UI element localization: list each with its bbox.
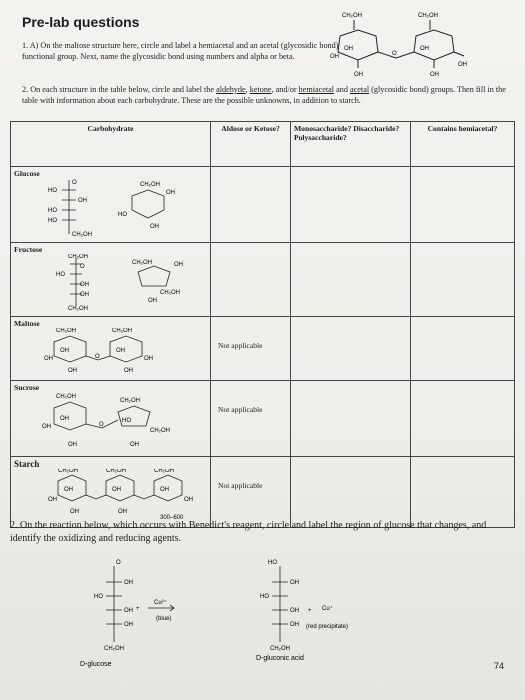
ch2oh-label: CH₂OH <box>56 328 76 334</box>
oh-label: OH <box>148 298 157 304</box>
header-hemiacetal: Contains hemiacetal? <box>411 122 515 167</box>
ch2oh-label: CH₂OH <box>342 13 362 19</box>
oh-label: OH <box>184 497 193 503</box>
ch2oh-label: CH₂OH <box>418 13 438 19</box>
ho-label: HO <box>260 594 269 600</box>
q2-sep: , <box>245 85 250 94</box>
oh-label: OH <box>166 190 175 196</box>
ch2oh-label: CH₂OH <box>56 394 76 400</box>
not-applicable-text: Not applicable <box>218 481 263 490</box>
table-row <box>11 243 515 317</box>
question-1a <box>22 40 352 62</box>
reagent-color-label: (blue) <box>156 616 172 622</box>
hemiacetal-cell[interactable] <box>411 457 515 528</box>
carbohydrate-cell <box>11 243 211 317</box>
precipitate-label: (red precipitate) <box>306 624 349 630</box>
oh-label: OH <box>354 72 363 78</box>
oh-label: OH <box>290 580 299 586</box>
carbohydrate-cell <box>11 167 211 243</box>
repeat-count-label: 300–600 <box>160 515 184 521</box>
ch2oh-label: CH₂OH <box>106 469 126 474</box>
oh-label: OH <box>344 46 353 52</box>
aldose-ketose-cell[interactable] <box>211 381 291 457</box>
oh-label: OH <box>124 580 133 586</box>
aldose-ketose-cell[interactable] <box>211 243 291 317</box>
saccharide-type-cell[interactable] <box>291 457 411 528</box>
aldose-ketose-cell[interactable] <box>211 457 291 528</box>
maltose-structure <box>14 328 204 376</box>
ch2oh-label: CH₂OH <box>104 646 124 652</box>
oh-label: OH <box>80 292 89 298</box>
oh-label: OH <box>68 442 77 448</box>
question-1a-text: 1. A) On the maltose structure here, circle and label a hemiacetal and an acetal (glycosidic bond) functional group. Next, name the glycosidic bond using numbers and alpha or beta. <box>22 41 339 61</box>
not-applicable-text: Not applicable <box>218 341 263 350</box>
q2-sep: and <box>334 85 351 94</box>
sucrose-structure <box>14 392 204 452</box>
header-saccharide-type: Monosaccharide? Disaccharide? Polysaccharide? <box>291 122 411 167</box>
saccharide-type-cell[interactable] <box>291 381 411 457</box>
oh-label: OH <box>130 442 139 448</box>
header-aldose-ketose: Aldose or Ketose? <box>211 122 291 167</box>
not-applicable-text: Not applicable <box>218 405 263 414</box>
maltose-structure-top <box>318 6 518 84</box>
q2-aldehyde: aldehyde <box>216 85 246 94</box>
glucose-structure <box>14 178 204 238</box>
oh-label: OH <box>118 509 127 515</box>
row-label-sucrose: Sucrose <box>14 383 40 392</box>
ho-label: HO <box>56 272 65 278</box>
o-label: O <box>116 560 121 566</box>
q2-ketone: ketone <box>249 85 272 94</box>
page-number: 74 <box>494 661 505 671</box>
oh-label: OH <box>458 62 467 68</box>
ch2oh-label: CH₂OH <box>68 254 88 260</box>
o-label: O <box>392 51 397 57</box>
ho-label: HO <box>48 208 57 214</box>
starch-structure <box>14 469 204 523</box>
header-carbohydrate: Carbohydrate <box>11 122 211 167</box>
ch2oh-label: CH₂OH <box>270 646 290 652</box>
oh-label: OH <box>150 224 159 230</box>
ch2oh-label: CH₂OH <box>112 328 132 334</box>
reactant-name: D-glucose <box>80 661 112 668</box>
row-label-fructose: Fructose <box>14 245 43 254</box>
hemiacetal-cell[interactable] <box>411 167 515 243</box>
table-header-row <box>11 122 515 167</box>
oh-label: OH <box>68 368 77 374</box>
table-row <box>11 457 515 528</box>
oh-label: OH <box>78 198 87 204</box>
ch2oh-label: CH₂OH <box>160 290 180 296</box>
ho-label: HO <box>118 212 127 218</box>
oh-label: OH <box>290 608 299 614</box>
o-label: O <box>80 264 85 270</box>
q2-acetal: acetal <box>350 85 370 94</box>
q2-text: (glycosidic bond) groups. Then fill in the table with information about each carbohydrate. These are the possible unknowns, in addition to starch. <box>22 85 506 105</box>
ho-label: HO <box>268 560 277 566</box>
table-row <box>11 381 515 457</box>
oh-label: OH <box>44 356 53 362</box>
row-label-glucose: Glucose <box>14 169 40 178</box>
q2-hemiacetal: hemiacetal <box>298 85 335 94</box>
carbohydrate-table <box>10 121 515 528</box>
row-label-maltose: Maltose <box>14 319 40 328</box>
oh-label: OH <box>60 348 69 354</box>
product-name: D-gluconic acid <box>256 655 304 662</box>
oh-label: OH <box>430 72 439 78</box>
o-label: O <box>99 422 104 428</box>
oh-label: OH <box>124 622 133 628</box>
ch2oh-label: CH₂OH <box>150 428 170 434</box>
table-row <box>11 167 515 243</box>
carbohydrate-cell <box>11 381 211 457</box>
row-label-starch: Starch <box>14 459 40 469</box>
oh-label: OH <box>330 54 339 60</box>
page-title: Pre-lab questions <box>22 14 140 30</box>
question-2 <box>22 84 512 106</box>
saccharide-type-cell[interactable] <box>291 243 411 317</box>
oh-label: OH <box>42 424 51 430</box>
plus-sign: + <box>308 608 312 614</box>
table-row <box>11 317 515 381</box>
q2-text: 2. On each structure in the table below, circle and label the <box>22 85 217 94</box>
ch2oh-label: CH₂OH <box>68 306 88 312</box>
oh-label: OH <box>420 46 429 52</box>
hemiacetal-cell[interactable] <box>411 381 515 457</box>
oh-label: OH <box>70 509 79 515</box>
oh-label: OH <box>48 497 57 503</box>
saccharide-type-cell[interactable] <box>291 317 411 381</box>
ch2oh-label: CH₂OH <box>120 398 140 404</box>
oh-label: OH <box>124 368 133 374</box>
q2-sep: , and/or <box>271 85 299 94</box>
ch2oh-label: CH₂OH <box>132 260 152 266</box>
cu1-ion: Cu⁺ <box>322 606 333 612</box>
oh-label: OH <box>116 348 125 354</box>
carbohydrate-cell <box>11 457 211 528</box>
ch2oh-label: CH₂OH <box>154 469 174 474</box>
question-3: 2. On the reaction below, which occurs with Benedict's reagent, circle and label the region of glucose that changes, and identify the oxidizing and reducing agents. <box>10 520 487 544</box>
oh-label: OH <box>144 356 153 362</box>
benedict-reaction <box>80 556 380 676</box>
o-label: O <box>72 180 77 186</box>
aldose-ketose-cell[interactable] <box>211 317 291 381</box>
aldose-ketose-cell[interactable] <box>211 167 291 243</box>
carbohydrate-cell <box>11 317 211 381</box>
fructose-structure <box>14 254 204 312</box>
oh-label: OH <box>124 608 133 614</box>
oh-label: OH <box>60 416 69 422</box>
ch2oh-label: CH₂OH <box>140 182 160 188</box>
ch2oh-label: CH₂OH <box>58 469 78 474</box>
ho-label: HO <box>122 418 131 424</box>
ho-label: HO <box>48 218 57 224</box>
oh-label: OH <box>112 487 121 493</box>
plus-sign: + <box>136 606 140 612</box>
ch2oh-label: CH₂OH <box>72 232 92 238</box>
cu2-ion: Cu²⁺ <box>154 600 167 606</box>
hemiacetal-cell[interactable] <box>411 243 515 317</box>
hemiacetal-cell[interactable] <box>411 317 515 381</box>
oh-label: OH <box>174 262 183 268</box>
ho-label: HO <box>94 594 103 600</box>
oh-label: OH <box>80 282 89 288</box>
oh-label: OH <box>160 487 169 493</box>
saccharide-type-cell[interactable] <box>291 167 411 243</box>
ho-label: HO <box>48 188 57 194</box>
oh-label: OH <box>64 487 73 493</box>
oh-label: OH <box>290 622 299 628</box>
o-label: O <box>95 354 100 360</box>
